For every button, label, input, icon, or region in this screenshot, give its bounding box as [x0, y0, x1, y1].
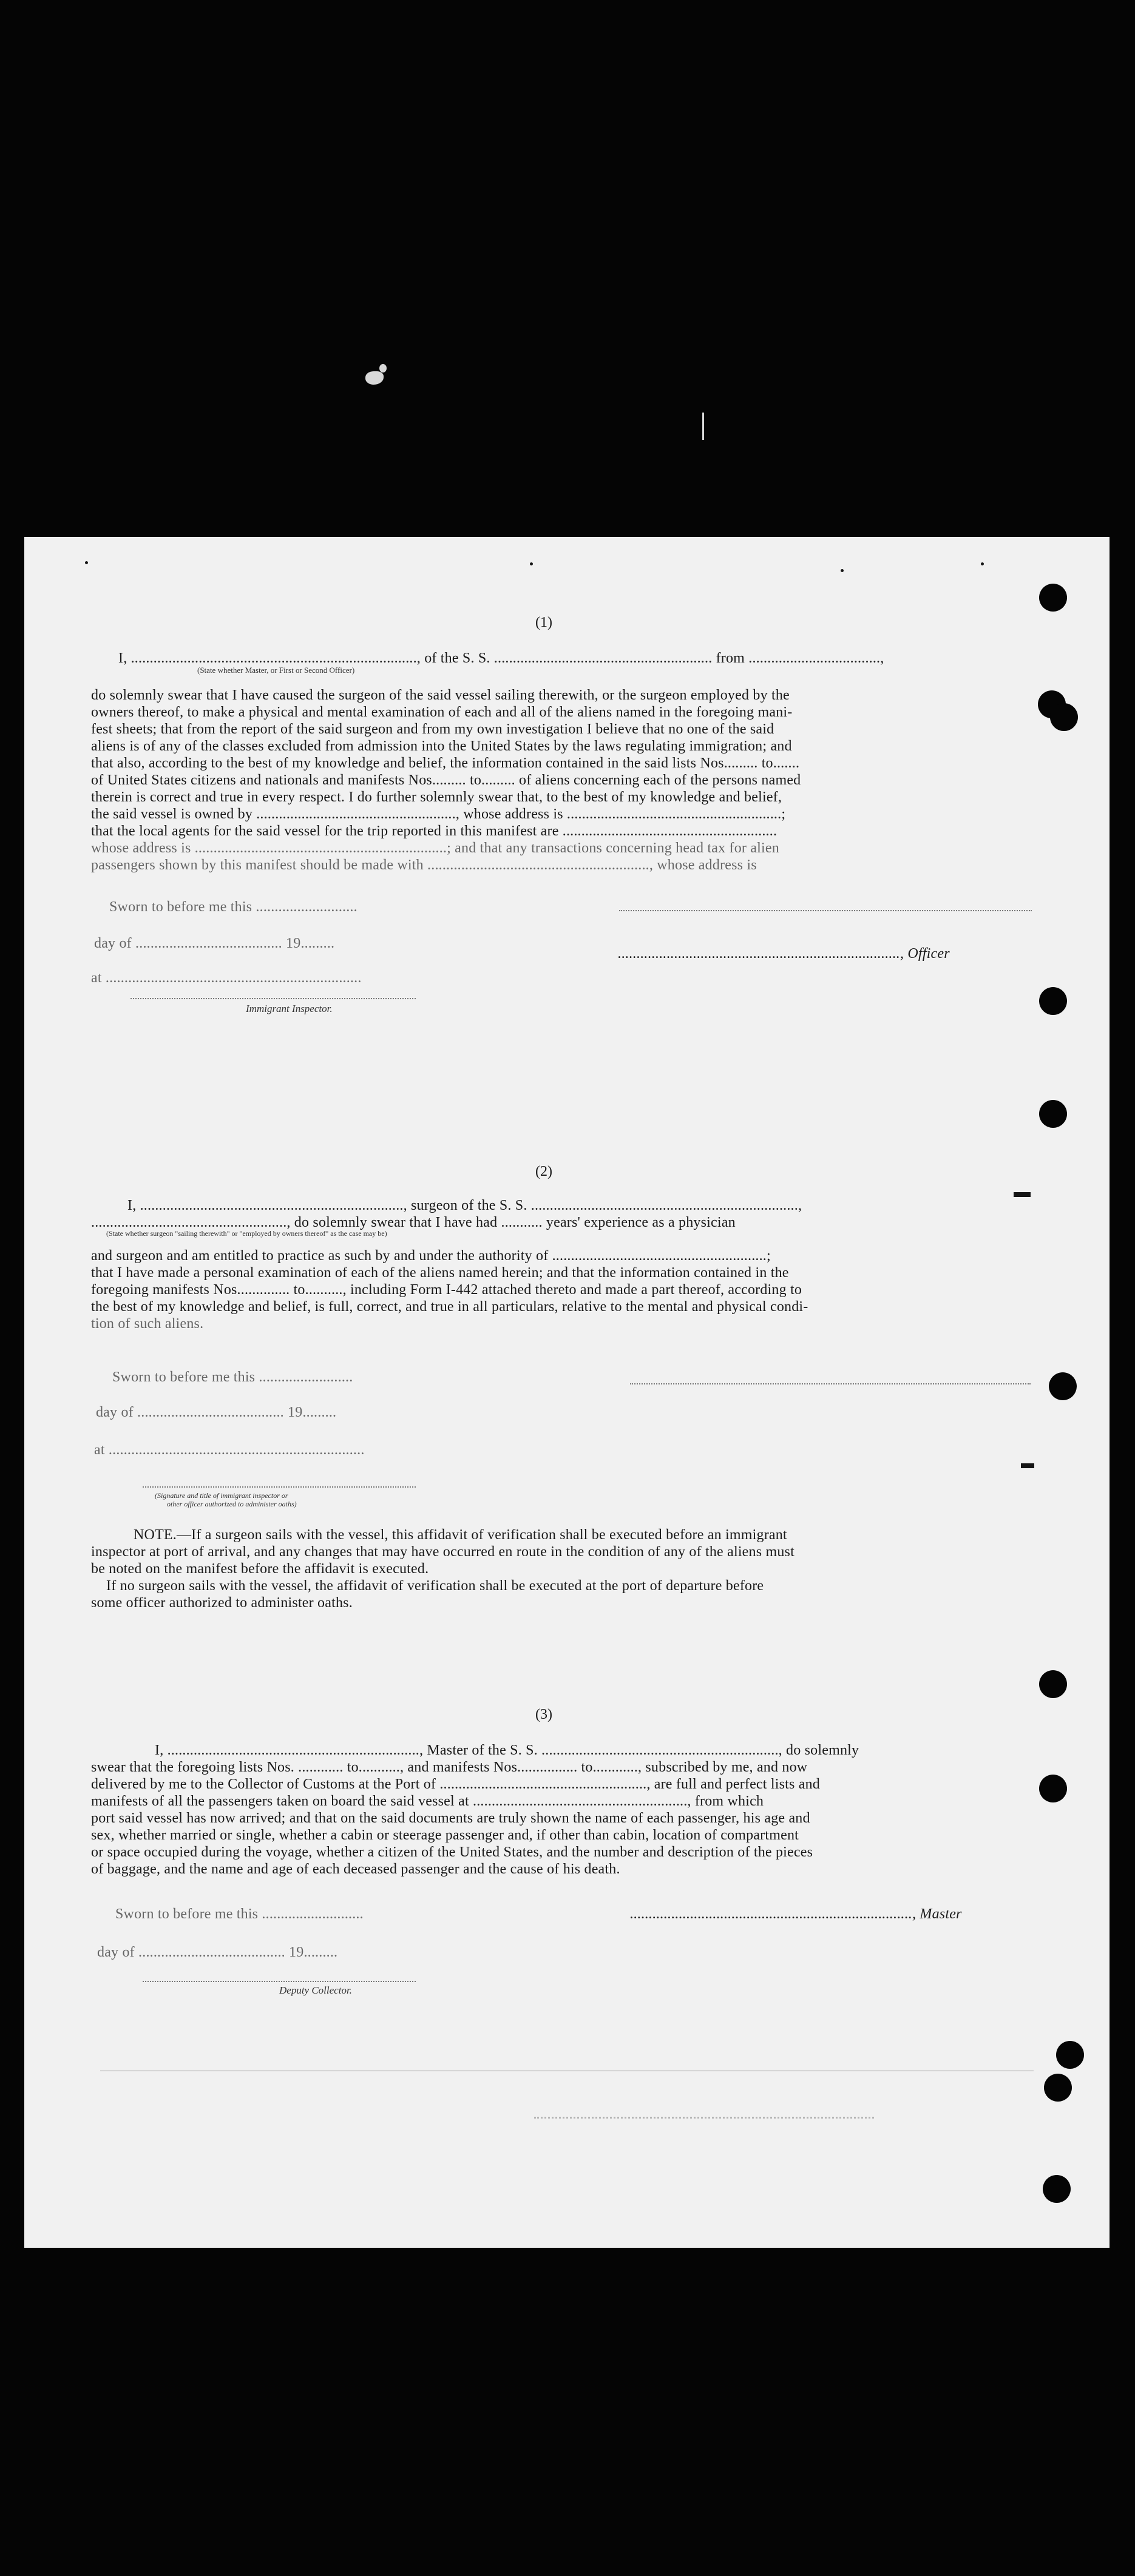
section-3-line: swear that the foregoing lists Nos. ............ to..........., and manifests Nos................ to............, subscribed by me, and now — [91, 1759, 808, 1775]
note-line: some officer authorized to administer oaths. — [91, 1595, 353, 1611]
section-3-line: delivered by me to the Collector of Customs at the Port of ......................................................., are full and perfect lists and — [91, 1776, 820, 1792]
section-1-line: I, ............................................................................, of the S. S. .......................................................... from ..................................., — [118, 650, 884, 666]
at-line: at .................................................................... — [91, 970, 362, 986]
stray-mark — [1014, 1192, 1031, 1197]
stray-mark — [85, 561, 88, 564]
surgeon-note: (State whether surgeon "sailing therewith" or "employed by owners thereof" as the case may be) — [106, 1229, 387, 1238]
section-3-line: or space occupied during the voyage, whether a citizen of the United States, and the number and description of the pieces — [91, 1844, 813, 1860]
deputy-label: Deputy Collector. — [279, 1984, 352, 1996]
section-1-line: whose address is ...................................................................; and that any transactions concerning head tax for alien — [91, 840, 779, 856]
stray-mark — [1021, 1463, 1034, 1468]
at-line: at .................................................................... — [94, 1442, 365, 1458]
punch-hole — [1039, 1670, 1067, 1698]
punch-hole — [1039, 1775, 1067, 1802]
signature-line — [619, 910, 1032, 911]
day-line: day of ....................................... 19......... — [94, 936, 335, 951]
film-scratch — [702, 413, 704, 440]
day-line: day of ....................................... 19......... — [97, 1944, 338, 1960]
punch-hole — [1056, 2041, 1084, 2069]
section-3-line: sex, whether married or single, whether a cabin or steerage passenger and, if other than cabin, location of compartment — [91, 1827, 799, 1843]
section-3-number: (3) — [535, 1707, 552, 1722]
day-line: day of ....................................... 19......... — [96, 1404, 337, 1420]
section-1-line: therein is correct and true in every respect. I do further solemnly swear that, to the best of my knowledge and belief, — [91, 789, 782, 805]
section-1-number: (1) — [535, 615, 552, 630]
section-1-line: the said vessel is owned by ....................................................., whose address is .........................................................; — [91, 806, 786, 822]
section-3-line: port said vessel has now arrived; and that on the said documents are truly shown the name of each passenger, his age and — [91, 1810, 810, 1826]
punch-hole — [1050, 703, 1078, 731]
section-1-line: of United States citizens and nationals and manifests Nos......... to......... of aliens concerning each of the persons named — [91, 772, 801, 788]
note-line: be noted on the manifest before the affidavit is executed. — [91, 1561, 429, 1577]
deputy-signature-line — [143, 1981, 416, 1982]
officer-signature-line: ..........................................................................., Officer — [618, 946, 950, 962]
stray-mark — [530, 562, 533, 565]
punch-hole — [1039, 584, 1067, 612]
officer-note: (State whether Master, or First or Second Officer) — [197, 666, 355, 675]
section-3-line: of baggage, and the name and age of each deceased passenger and the cause of his death. — [91, 1861, 620, 1877]
section-2-line: I, ......................................................................, surgeon of the S. S. ......................................................................., — [127, 1198, 802, 1213]
sworn-line: Sworn to before me this ........................... — [109, 899, 357, 915]
punch-hole — [1049, 1372, 1077, 1400]
section-1-line: owners thereof, to make a physical and mental examination of each and all of the aliens named in the foregoing mani- — [91, 704, 793, 720]
punch-hole — [1039, 1100, 1067, 1128]
section-3-line: manifests of all the passengers taken on board the said vessel at ........................................................., from which — [91, 1793, 764, 1809]
section-1-line: fest sheets; that from the report of the said surgeon and from my own investigation I believe that no one of the said — [91, 721, 774, 737]
master-signature-line: ..........................................................................., Master — [630, 1906, 962, 1922]
inspector-label: Immigrant Inspector. — [246, 1003, 333, 1014]
section-2-line: ...................................................., do solemnly swear that I have had ........... years' experience as a physician — [91, 1215, 736, 1230]
film-speck — [379, 364, 387, 373]
punch-hole — [1039, 987, 1067, 1015]
section-1-line: aliens is of any of the classes excluded from admission into the United States by the laws regulating immigration; and — [91, 738, 792, 754]
signature-note: (Signature and title of immigrant inspector or — [155, 1491, 288, 1500]
note-line: inspector at port of arrival, and any changes that may have occurred en route in the condition of any of the aliens must — [91, 1544, 794, 1560]
section-1-line: that also, according to the best of my knowledge and belief, the information contained in the said lists Nos......... to....... — [91, 755, 800, 771]
inspector-signature-line — [130, 998, 416, 999]
faint-stamp-dots — [534, 2117, 874, 2119]
stray-mark — [981, 562, 984, 565]
section-3-line: I, ..................................................................., Master of the S. S. ..............................................................., do solemnly — [155, 1742, 859, 1758]
note-line: NOTE.—If a surgeon sails with the vessel, this affidavit of verification shall be executed before an immigrant — [134, 1527, 787, 1543]
section-2-number: (2) — [535, 1164, 552, 1179]
film-speck — [365, 371, 384, 385]
stray-mark — [841, 569, 844, 572]
sworn-line: Sworn to before me this ........................... — [115, 1906, 364, 1922]
section-1-line: that the local agents for the said vessel for the trip reported in this manifest are ......................................................... — [91, 823, 778, 839]
document-page — [24, 537, 1110, 2248]
signature-line — [630, 1383, 1031, 1384]
signature-line — [143, 1486, 416, 1488]
section-1-line: passengers shown by this manifest should be made with ..........................................................., whose address is — [91, 857, 757, 873]
signature-note: other officer authorized to administer oaths) — [167, 1500, 297, 1508]
section-1-line: do solemnly swear that I have caused the surgeon of the said vessel sailing therewith, or the surgeon employed by the — [91, 687, 790, 703]
punch-hole — [1043, 2175, 1071, 2203]
section-2-line: foregoing manifests Nos.............. to.........., including Form I-442 attached thereto and made a part thereof, according to — [91, 1282, 802, 1298]
section-2-line: tion of such aliens. — [91, 1316, 204, 1332]
section-2-line: the best of my knowledge and belief, is full, correct, and true in all particulars, relative to the mental and physical condi- — [91, 1299, 808, 1315]
section-2-line: that I have made a personal examination of each of the aliens named herein; and that the information contained in the — [91, 1265, 789, 1281]
punch-hole — [1044, 2074, 1072, 2102]
note-line: If no surgeon sails with the vessel, the affidavit of verification shall be executed at the port of departure before — [106, 1578, 764, 1594]
section-2-line: and surgeon and am entitled to practice as such by and under the authority of .........................................................; — [91, 1248, 771, 1264]
sworn-line: Sworn to before me this ......................... — [112, 1369, 353, 1385]
